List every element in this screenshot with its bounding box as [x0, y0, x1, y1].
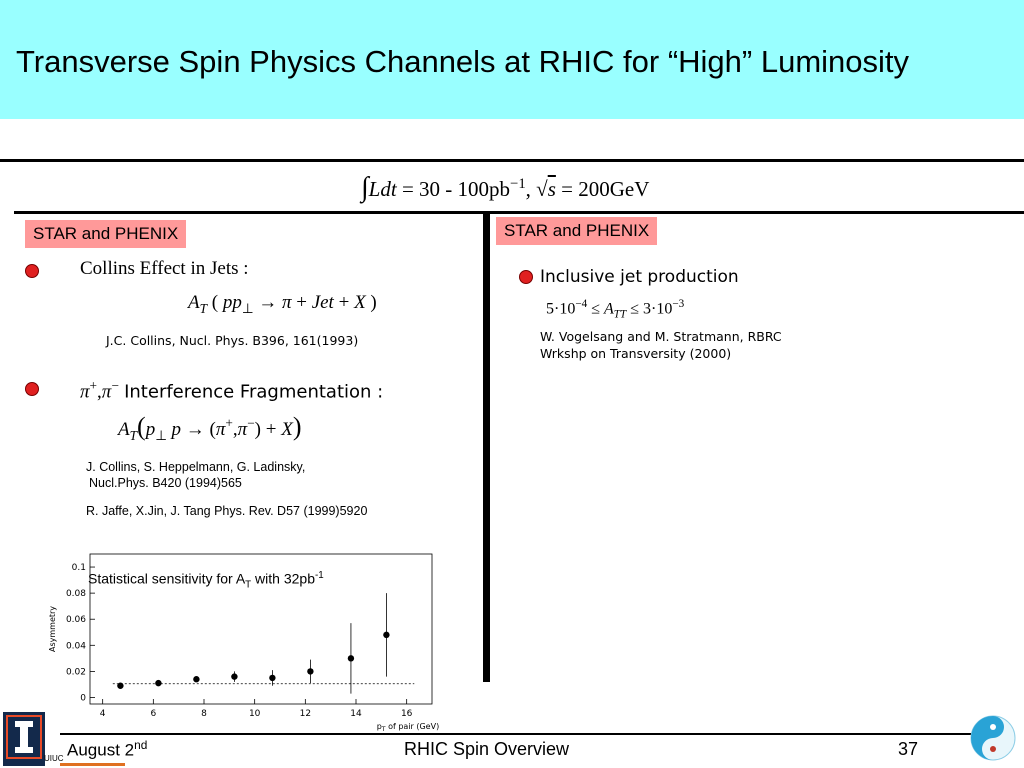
if-minus: −: [247, 415, 255, 431]
interference-heading-line: [80, 378, 383, 403]
s-symbol: s: [547, 177, 556, 201]
footer-rule: [60, 733, 975, 735]
footer-date-text: August 2: [67, 740, 135, 760]
f-a: A: [188, 292, 200, 313]
footer-page-number: 37: [898, 739, 919, 759]
y-tick-label-2: 0.04: [65, 641, 86, 652]
r-le1: ≤: [591, 300, 601, 318]
comma: ,: [525, 177, 531, 201]
if-p2: p: [171, 419, 182, 440]
collins-heading: Collins Effect in Jets :: [80, 258, 249, 279]
interference-ref1-line2: Nucl.Phys. B420 (1994)565: [89, 476, 242, 490]
data-point-0: [117, 683, 123, 689]
r-five: 5: [546, 300, 554, 318]
f-arrow: →: [258, 292, 278, 313]
f-plus2: +: [338, 292, 350, 313]
ldt: Ldt: [368, 177, 397, 201]
if-p: p: [145, 419, 156, 440]
mid-rule: [14, 211, 1024, 214]
att-formula: [546, 298, 684, 321]
sqrt-sign: √: [536, 177, 548, 201]
footer-center: RHIC Spin Overview: [404, 739, 570, 759]
left-badge: STAR and PHENIX: [25, 220, 186, 248]
data-point-4: [269, 675, 275, 681]
footer-date: [67, 738, 147, 761]
logo-subtext: UIUC: [44, 754, 64, 763]
caption-sub: T: [245, 579, 252, 591]
sup-plus: +: [89, 378, 98, 393]
if-plus2: +: [265, 419, 277, 440]
r-exp2: −3: [672, 298, 685, 310]
interference-formula: [118, 412, 302, 444]
y-tick-label-3: 0.06: [65, 615, 86, 626]
x-tick-label-5: 14: [350, 709, 362, 719]
if-open: (: [209, 419, 216, 440]
r-dot2: ·: [651, 300, 657, 318]
collins-formula: [188, 292, 377, 317]
illinois-logo-icon: [3, 712, 45, 766]
f-jet: Jet: [311, 292, 334, 313]
r-ten1: 10: [559, 300, 576, 318]
bullet-inclusive-jet: [519, 270, 533, 284]
data-point-1: [155, 680, 161, 686]
unit-gev: GeV: [609, 177, 650, 201]
equals: =: [401, 177, 414, 201]
y-axis-label: Asymmetry: [48, 605, 57, 653]
if-comma: ,: [232, 419, 238, 440]
y-tick-label-0: 0: [80, 693, 86, 704]
x-tick-label-1: 6: [150, 709, 157, 719]
x-tick-label-4: 12: [299, 709, 312, 719]
integral-sign: ∫: [361, 172, 369, 203]
y-tick-label-1: 0.02: [65, 667, 86, 678]
r-dot1: ·: [554, 300, 560, 318]
unit-exp: −1: [510, 176, 526, 192]
y-tick-label-4: 0.08: [65, 589, 86, 600]
data-point-3: [231, 673, 237, 679]
footer-date-sup: nd: [134, 738, 148, 752]
caption-sup: -1: [314, 570, 324, 581]
plot-caption: [88, 570, 324, 590]
rhic-spin-logo-icon: [968, 710, 1018, 766]
caption-text2: with 32pb: [251, 570, 315, 587]
x-tick-label-3: 10: [248, 709, 261, 719]
if-rp: ): [292, 412, 302, 441]
y-tick-label-5: 0.1: [71, 563, 86, 574]
collins-reference: J.C. Collins, Nucl. Phys. B396, 161(1993): [106, 333, 359, 348]
r-tt: TT: [613, 308, 627, 321]
slide-title: Transverse Spin Physics Channels at RHIC for “High” Luminosity: [16, 44, 910, 79]
equals-2: =: [561, 177, 573, 201]
bullet-collins: [25, 264, 39, 278]
if-x: X: [281, 419, 293, 440]
x-tick-label-2: 8: [201, 709, 207, 719]
if-arrow: →: [185, 419, 205, 440]
comma-pi: ,: [97, 381, 102, 403]
energy: 200: [578, 177, 610, 201]
if-a: A: [118, 419, 130, 440]
footer-accent-rule: [60, 763, 125, 766]
r-a: A: [604, 300, 614, 318]
if-t: T: [129, 427, 138, 443]
interference-ref2: R. Jaffe, X.Jin, J. Tang Phys. Rev. D57 (1999)5920: [86, 504, 368, 518]
column-divider: [483, 212, 490, 682]
sup-minus: −: [111, 378, 119, 393]
r-le2: ≤: [630, 300, 640, 318]
caption-text: Statistical sensitivity for A: [88, 570, 246, 587]
f-t: T: [199, 300, 208, 316]
top-rule: [0, 159, 1024, 162]
data-point-6: [348, 655, 354, 661]
if-pi2: π: [237, 419, 248, 440]
r-exp1: −4: [575, 298, 588, 310]
luminosity-formula: [361, 172, 649, 204]
if-perp: ⊥: [155, 427, 167, 443]
right-badge: STAR and PHENIX: [496, 217, 657, 245]
data-point-5: [307, 668, 313, 674]
if-pi1: π: [215, 419, 226, 440]
f-po: (: [211, 292, 219, 313]
data-point-2: [193, 676, 199, 682]
f-pc: ): [370, 292, 377, 313]
lumi-range: 30 - 100: [419, 177, 490, 201]
if-lp: (: [137, 412, 146, 441]
f-pi: π: [281, 292, 292, 313]
r-three: 3: [643, 300, 652, 318]
pi-plus: π: [80, 381, 90, 403]
r-ten2: 10: [656, 300, 673, 318]
f-plus1: +: [296, 292, 307, 313]
inclusive-jet-heading: Inclusive jet production: [540, 267, 739, 287]
interference-ref1-line1: J. Collins, S. Heppelmann, G. Ladinsky,: [86, 460, 306, 474]
x-axis-label: $p_T$ of pair (GeV): [376, 722, 440, 733]
bullet-interference: [25, 382, 39, 396]
x-tick-label-6: 16: [400, 709, 413, 719]
if-close: ): [254, 419, 261, 440]
unit-pb: pb: [489, 177, 511, 201]
if-plus: +: [225, 415, 233, 431]
f-perp: ⊥: [241, 300, 254, 316]
x-tick-label-0: 4: [99, 709, 106, 719]
pi-minus: π: [101, 381, 112, 403]
f-x: X: [354, 292, 366, 313]
title-bar: [0, 0, 1024, 119]
data-point-7: [383, 632, 389, 638]
f-pp: pp: [222, 292, 242, 313]
vogelsang-ref-line2: Wrkshp on Transversity (2000): [540, 346, 732, 361]
interference-heading: Interference Fragmentation :: [124, 381, 384, 403]
vogelsang-ref-line1: W. Vogelsang and M. Stratmann, RBRC: [540, 329, 782, 344]
